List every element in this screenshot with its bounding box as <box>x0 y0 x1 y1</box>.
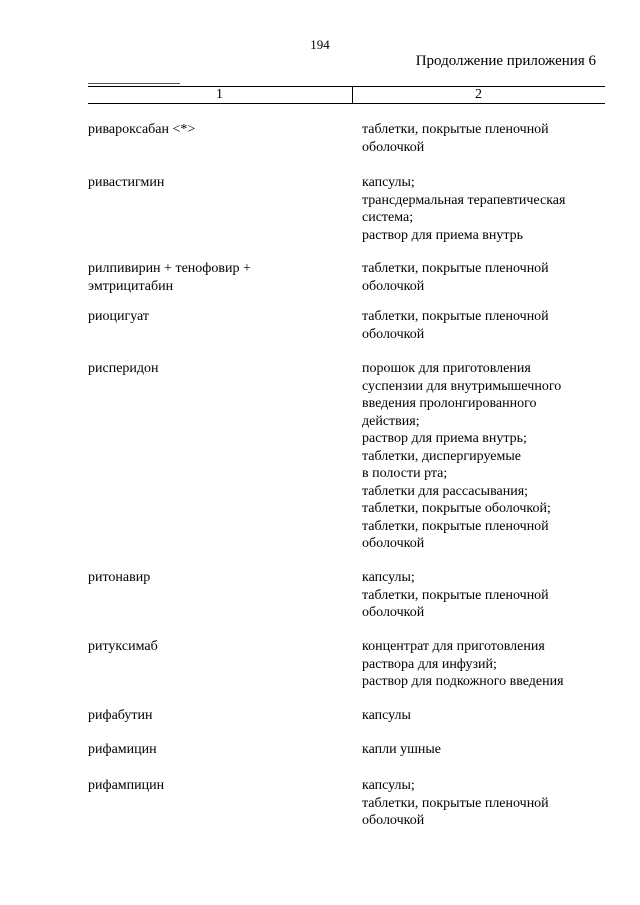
dosage-form-line: капсулы; <box>362 570 415 585</box>
dosage-form-line: введения пролонгированного <box>362 396 537 411</box>
page-number: 194 <box>310 37 330 52</box>
dosage-form-line: таблетки, покрытые пленочной <box>362 587 549 603</box>
dosage-form-line: капсулы; <box>362 778 415 793</box>
dosage-form-line: капсулы <box>362 708 411 723</box>
dosage-form-line: трансдермальная терапевтическая <box>362 192 566 208</box>
drug-name <box>88 174 338 192</box>
dosage-form-line: таблетки для рассасывания; <box>362 483 529 499</box>
dosage-form-line: капли ушные <box>362 742 441 757</box>
dosage-forms <box>362 174 612 244</box>
continuation-title: Продолжение приложения 6 <box>415 53 596 69</box>
dosage-form-line: раствора для инфузий; <box>362 656 497 672</box>
dosage-form-line: система; <box>362 210 414 225</box>
drug-name <box>88 777 338 795</box>
dosage-forms <box>362 360 612 553</box>
dosage-forms <box>362 638 612 691</box>
drug-name-line: рифампицин <box>88 778 165 793</box>
dosage-form-line: раствор для приема внутрь <box>362 227 524 243</box>
dosage-form-line: раствор для подкожного введения <box>362 674 564 689</box>
dosage-form-line: таблетки, покрытые пленочной <box>362 518 549 534</box>
dosage-form-line: оболочкой <box>362 139 425 155</box>
dosage-form-line: таблетки, диспергируемые <box>362 448 521 464</box>
drug-name-line: ривароксабан <*> <box>88 122 196 137</box>
header-rule-bottom <box>88 103 605 104</box>
dosage-forms <box>362 121 612 156</box>
header-rule-short <box>88 83 180 84</box>
dosage-forms <box>362 707 612 725</box>
dosage-form-line: раствор для приема внутрь; <box>362 431 527 446</box>
drug-name <box>88 741 338 759</box>
dosage-form-line: оболочкой <box>362 278 425 294</box>
dosage-form-line: порошок для приготовления <box>362 361 531 376</box>
drug-name-line: рисперидон <box>88 361 159 376</box>
dosage-form-line: таблетки, покрытые пленочной <box>362 309 549 324</box>
dosage-form-line: суспензии для внутримышечного <box>362 378 562 394</box>
dosage-form-line: капсулы; <box>362 175 415 190</box>
dosage-form-line: в полости рта; <box>362 466 448 481</box>
drug-name-line: рифамицин <box>88 742 157 757</box>
drug-name <box>88 360 338 378</box>
dosage-forms <box>362 777 612 830</box>
dosage-form-line: таблетки, покрытые пленочной <box>362 795 549 811</box>
dosage-form-line: концентрат для приготовления <box>362 639 545 654</box>
dosage-forms <box>362 260 612 295</box>
drug-name-line: рилпивирин + тенофовир + <box>88 261 251 276</box>
drug-name-line: ритонавир <box>88 570 151 585</box>
dosage-forms <box>362 741 612 759</box>
drug-name <box>88 308 338 326</box>
drug-name-line: ривастигмин <box>88 175 165 190</box>
dosage-form-line: оболочкой <box>362 326 425 342</box>
drug-name-line: эмтрицитабин <box>88 278 174 294</box>
dosage-form-line: оболочкой <box>362 605 425 620</box>
drug-name <box>88 121 338 139</box>
dosage-forms <box>362 569 612 622</box>
drug-name <box>88 707 338 725</box>
dosage-form-line: действия; <box>362 413 420 429</box>
drug-name <box>88 638 338 656</box>
drug-name-line: риоцигуат <box>88 309 150 324</box>
drug-name-line: ритуксимаб <box>88 639 158 654</box>
drug-name <box>88 260 338 295</box>
column-header-1: 1 <box>216 87 223 102</box>
dosage-form-line: таблетки, покрытые оболочкой; <box>362 501 551 516</box>
dosage-form-line: оболочкой <box>362 813 425 828</box>
dosage-form-line: таблетки, покрытые пленочной <box>362 122 549 137</box>
dosage-forms <box>362 308 612 343</box>
drug-name-line: рифабутин <box>88 708 153 723</box>
drug-name <box>88 569 338 587</box>
header-rule-top <box>88 86 605 87</box>
dosage-form-line: таблетки, покрытые пленочной <box>362 261 549 276</box>
dosage-form-line: оболочкой <box>362 536 425 551</box>
column-header-2: 2 <box>475 87 482 102</box>
header-column-divider <box>352 86 353 104</box>
